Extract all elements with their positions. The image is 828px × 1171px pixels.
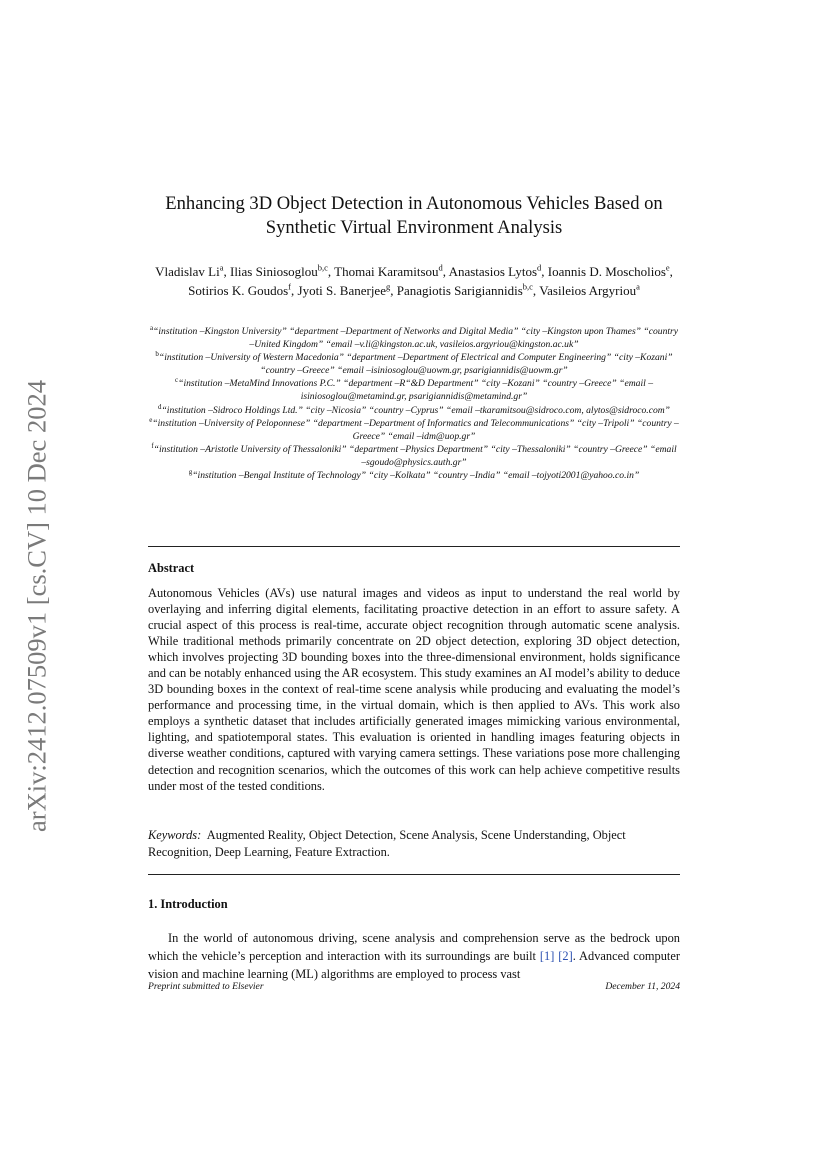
- keywords-text: Augmented Reality, Object Detection, Scene Analysis, Scene Understanding, Object Recognition, Deep Learning, Feature Extraction.: [148, 828, 626, 859]
- author-affiliation-mark: a: [219, 262, 224, 273]
- arxiv-sidebar-stamp: [22, 362, 52, 850]
- author-separator: ,: [327, 264, 335, 279]
- affiliation-mark: c: [175, 376, 179, 385]
- affiliation-list: [148, 325, 680, 482]
- abstract-heading: Abstract: [148, 561, 195, 575]
- affiliation-item: [148, 417, 680, 443]
- author-name: Anastasios Lytos: [448, 264, 538, 279]
- author-name: Thomai Karamitsou: [334, 264, 439, 279]
- author-separator: ,: [532, 282, 540, 298]
- author-affiliation-mark: e: [665, 262, 670, 273]
- intro-text-after: . Advanced computer vision and machine learning (ML) algorithms are employed to process vast: [148, 949, 680, 981]
- author-separator: ,: [541, 264, 548, 279]
- affiliation-text: “institution –Sidroco Holdings Ltd.” “city –Nicosia” “country –Cyprus” “email –tkaramitsou@sidroco.com, alytos@sidroco.com”: [161, 404, 671, 416]
- arxiv-identifier: arXiv:2412.07509v1 [cs.CV] 10 Dec 2024: [21, 380, 52, 832]
- author-name: Jyoti S. Banerjee: [297, 282, 386, 298]
- author-affiliation-mark: a: [636, 281, 640, 292]
- author-name: Panagiotis Sarigiannidis: [396, 282, 523, 298]
- author-separator: ,: [442, 264, 449, 279]
- author-name: Vladislav Li: [155, 264, 220, 279]
- abstract-text: Autonomous Vehicles (AVs) use natural images and videos as input to understand the real world by overlaying and inferring digital elements, facilitating proactive detection in an effort to assure safety. A crucial aspect of this process is real-time, accurate object recognition through automatic scene analysis. While traditional methods primarily concentrate on 2D object detection, exploring 3D object detection, which involves projecting 3D bounding boxes into the three-dimensional environment, holds significance and can be notably enhanced using the AR ecosystem. This study examines an AI model’s ability to deduce 3D bounding boxes in the context of real-time scene analysis while producing and evaluating the model’s performance and processing time, in the virtual domain, which is then applied to AVs. This work also employs a synthetic dataset that includes artificially generated images mimicking various environmental, lighting, and spatiotemporal states. This evaluation is oriented in handling images featuring objects in diverse weather conditions, captured with varying camera settings. These variations pose more challenging detection and recognition scenarios, which the outcomes of this work can help achieve competitive results under most of the tested conditions.: [148, 586, 680, 793]
- affiliation-text: “institution –Aristotle University of Thessaloniki” “department –Physics Department” “city –Thessaloniki” “country –Greece” “email –sgoudo@physics.auth.gr”: [153, 443, 677, 468]
- affiliation-text: “institution –Kingston University” “department –Department of Networks and Digital Media” “city –Kingston upon Thames” “country –United Kingdom” “email –v.li@kingston.ac.uk, vasileios.argyriou@kingston.ac.uk”: [153, 326, 679, 351]
- affiliation-text: “institution –University of Western Macedonia” “department –Department of Electrical and Computer Engineering” “city –Kozani” “country –Greece” “email –isiniosoglou@uowm.gr, psarigiannidis@uowm.gr”: [158, 352, 673, 377]
- author-affiliation-mark: g: [385, 281, 391, 292]
- author-name: Ilias Siniosoglou: [229, 264, 318, 279]
- author-separator: ,: [223, 264, 230, 279]
- keywords-block: [148, 827, 680, 861]
- author-name: Vasileios Argyriou: [539, 282, 637, 298]
- author-name: Ioannis D. Moscholios: [547, 264, 666, 279]
- keywords-label: Keywords:: [148, 828, 202, 842]
- author-affiliation-mark: f: [288, 281, 292, 292]
- introduction-paragraph: [148, 929, 680, 983]
- affiliation-item: [148, 325, 680, 351]
- affiliation-text: “institution –Bengal Institute of Technology” “city –Kolkata” “country –India” “email –tojyoti2001@yahoo.co.in”: [192, 470, 640, 482]
- footer-date: December 11, 2024: [605, 981, 680, 992]
- author-affiliation-mark: b,c: [317, 262, 328, 273]
- citation-link-1[interactable]: [1]: [539, 949, 555, 963]
- author-list: [148, 263, 680, 300]
- affiliation-item: [148, 469, 680, 482]
- author-separator: ,: [291, 282, 298, 298]
- affiliation-mark: g: [188, 467, 193, 476]
- author-separator: ,: [390, 282, 397, 298]
- author-separator: ,: [669, 264, 673, 279]
- affiliation-mark: a: [149, 323, 154, 332]
- affiliation-text: “institution –University of Peloponnese” “department –Department of Informatics and Telecommunications” “city –Tripoli” “country –Greece” “email –idm@uop.gr”: [152, 417, 679, 442]
- section-heading-introduction: 1. Introduction: [148, 897, 228, 911]
- page-footer: [148, 981, 680, 992]
- author-affiliation-mark: d: [537, 262, 542, 273]
- affiliation-mark: f: [151, 441, 154, 450]
- affiliation-item: [148, 404, 680, 417]
- affiliation-item: [148, 377, 680, 403]
- paper-title: Enhancing 3D Object Detection in Autonomous Vehicles Based on Synthetic Virtual Environment Analysis: [165, 193, 663, 238]
- affiliation-mark: b: [155, 350, 159, 358]
- footer-journal: Preprint submitted to Elsevier: [148, 981, 264, 992]
- citation-link-2[interactable]: [2]: [558, 949, 573, 963]
- intro-text-before: In the world of autonomous driving, scene analysis and comprehension serve as the bedrock upon which the vehicle’s perception and interaction with its surroundings are built: [148, 931, 680, 963]
- abstract-bottom-rule: [148, 874, 680, 875]
- affiliation-item: [148, 443, 680, 469]
- affiliation-mark: d: [157, 402, 162, 411]
- affiliation-mark: e: [149, 415, 153, 424]
- author-affiliation-mark: b,c: [522, 281, 533, 292]
- affiliation-item: [148, 351, 680, 377]
- author-name: Sotirios K. Goudos: [188, 282, 289, 298]
- affiliation-text: “institution –MetaMind Innovations P.C.” “department –R“&D Department” “city –Kozani” “country –Greece” “email –isiniosoglou@metamind.gr, psarigiannidis@metamind.gr”: [178, 378, 653, 403]
- author-affiliation-mark: d: [438, 262, 443, 273]
- abstract-top-rule: [148, 546, 680, 547]
